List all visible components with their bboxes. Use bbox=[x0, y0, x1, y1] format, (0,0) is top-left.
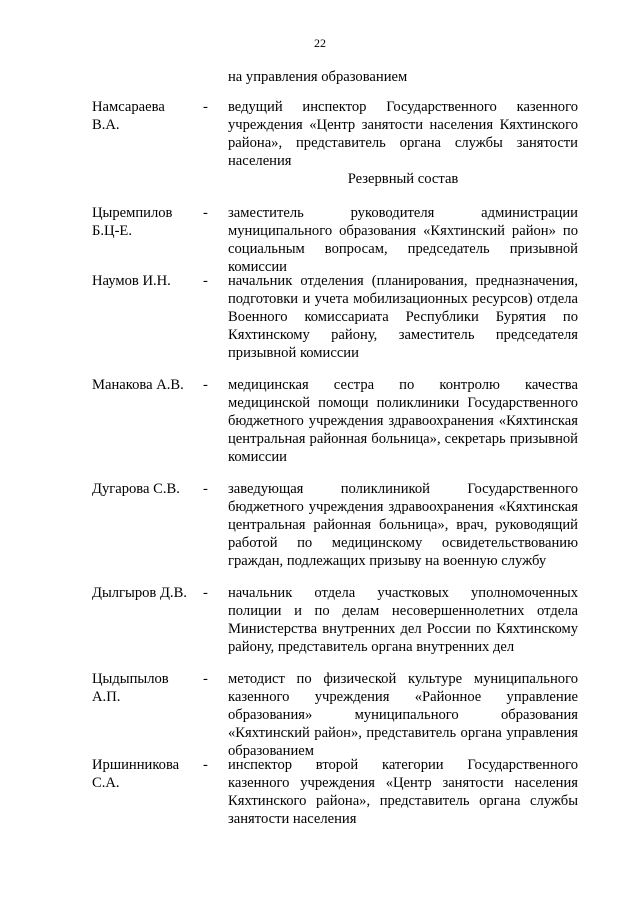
member-name bbox=[92, 376, 202, 394]
dash-separator: - bbox=[203, 377, 208, 393]
member-name-line2: В.А. bbox=[92, 117, 120, 133]
member-name-line1: Наумов И.Н. bbox=[92, 273, 171, 289]
dash-separator: - bbox=[203, 205, 208, 221]
dash-separator: - bbox=[203, 585, 208, 601]
member-name-line1: Манакова А.В. bbox=[92, 377, 184, 393]
member-description: инспектор второй категории Государственного казенного учреждения «Центр занятости населения Кяхтинского района», представитель органа службы занятости населения bbox=[228, 757, 578, 827]
member-description: ведущий инспектор Государственного казенного учреждения «Центр занятости населения Кяхтинского района», представитель органа службы занятости населения bbox=[228, 99, 578, 169]
member-name bbox=[92, 204, 202, 240]
member-name-line2: А.П. bbox=[92, 689, 121, 705]
member-name-line1: Дылгыров Д.В. bbox=[92, 585, 187, 601]
page-number: 22 bbox=[314, 36, 326, 50]
dash-separator: - bbox=[203, 99, 208, 115]
continuation-text: на управления образованием bbox=[228, 69, 408, 85]
member-description: заместитель руководителя администрации муниципального образования «Кяхтинский район» по социальным вопросам, председатель призывной комиссии bbox=[228, 205, 578, 275]
member-name bbox=[92, 756, 202, 792]
dash-separator: - bbox=[203, 757, 208, 773]
member-name-line1: Цыдыпылов bbox=[92, 671, 169, 687]
member-description: заведующая поликлиникой Государственного бюджетного учреждения здравоохранения «Кяхтинская центральная районная больница», врач, руководящий работой по медицинскому освидетельствованию граждан, подлежащих призыву на военную службу bbox=[228, 481, 578, 569]
member-description: начальник отдела участковых уполномоченных полиции и по делам несовершеннолетних отдела Министерства внутренних дел России по Кяхтинскому району, представитель органа внутренних дел bbox=[228, 585, 578, 655]
member-name-line1: Цыремпилов bbox=[92, 205, 173, 221]
member-name bbox=[92, 480, 202, 498]
member-description: начальник отделения (планирования, предназначения, подготовки и учета мобилизационных ресурсов) отдела Военного комиссариата Республики Бурятия по Кяхтинскому району, заместитель председателя призывной комиссии bbox=[228, 273, 578, 361]
dash-separator: - bbox=[203, 273, 208, 289]
dash-separator: - bbox=[203, 481, 208, 497]
member-description: медицинская сестра по контролю качества медицинской помощи поликлиники Государственного бюджетного учреждения здравоохранения «Кяхтинская центральная районная больница», секретарь призывной комиссии bbox=[228, 377, 578, 465]
dash-separator: - bbox=[203, 671, 208, 687]
member-name-line1: Намсараева bbox=[92, 99, 165, 115]
member-name-line1: Иршинникова bbox=[92, 757, 180, 773]
member-name bbox=[92, 584, 202, 602]
member-name-line1: Дугарова С.В. bbox=[92, 481, 180, 497]
member-name bbox=[92, 670, 202, 706]
member-name-line2: Б.Ц-Е. bbox=[92, 223, 132, 239]
reserve-heading: Резервный состав bbox=[347, 171, 459, 187]
member-name bbox=[92, 272, 202, 290]
member-name-line2: С.А. bbox=[92, 775, 120, 791]
member-name bbox=[92, 98, 202, 134]
member-description: методист по физической культуре муниципального казенного учреждения «Районное управление образования» муниципального образования «Кяхтинский район», представитель органа управления образованием bbox=[228, 671, 578, 759]
